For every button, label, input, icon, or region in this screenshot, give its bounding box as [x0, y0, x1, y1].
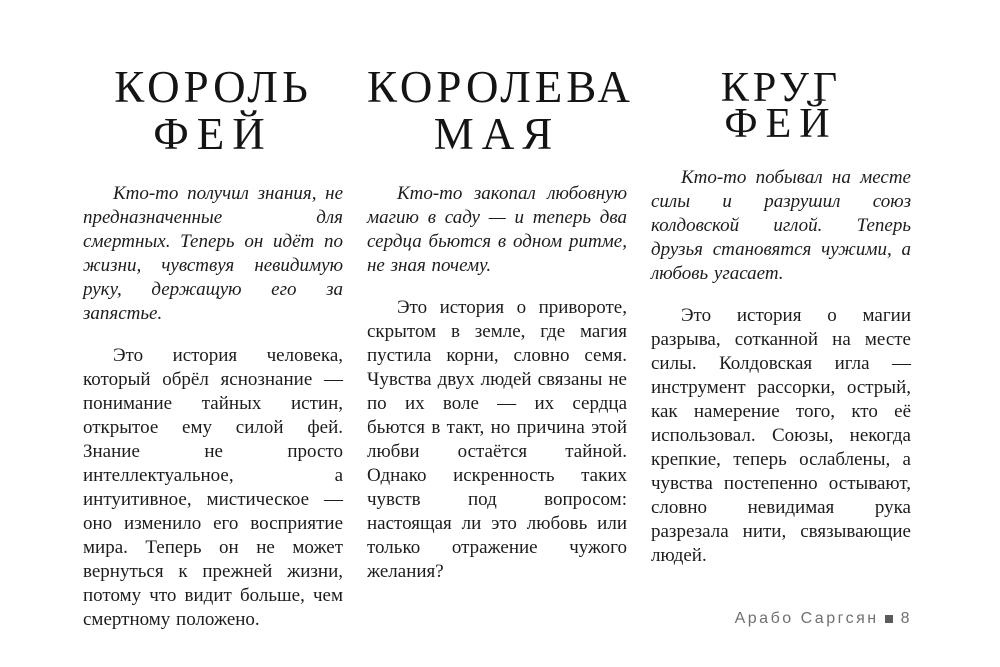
column-title: [367, 62, 634, 159]
column-title: [83, 64, 343, 158]
column-krug-fey: [651, 0, 911, 632]
footer-page-number: 8: [900, 610, 912, 627]
column-title-line1: КОРОЛЕВА: [367, 62, 634, 112]
column-title: [651, 64, 911, 147]
column-body-paragraph: Это история о магии разрыва, сотканной на месте силы. Колдовская игла — инструмент рассорки, острый, как намерение того, кто её использовал. Союзы, некогда крепкие, теперь ослаблены, а чувства постепенно остывают, словно невидимая рука разрезала нити, связывающие людей.: [651, 305, 911, 566]
column-body-paragraph: Это история о привороте, скрытом в земле, где магия пустила корни, словно семя. Чувства двух людей связаны не по их воле — их сердца бьются в такт, но причина этой любви остаётся тайной. Однако искренность таких чувств под вопросом: настоящая ли это любовь или только отражение чужого желания?: [367, 297, 627, 582]
column-title-line2: МАЯ: [433, 109, 561, 159]
column-intro-paragraph: Кто-то закопал любовную магию в саду — и теперь два сердца бьются в одном ритме, не зная почему.: [367, 183, 627, 276]
column-koroleva-maya: [367, 0, 634, 632]
column-korol-fey: [83, 0, 343, 632]
column-title-line2: ФЕЙ: [153, 109, 273, 159]
column-intro-paragraph: Кто-то побывал на месте силы и разрушил союз колдовской иглой. Теперь друзья становятся чужими, а любовь угасает.: [651, 167, 911, 284]
square-bullet-icon: [885, 615, 893, 623]
story-columns: [83, 0, 911, 632]
page-footer: [735, 610, 912, 628]
column-intro-paragraph: Кто-то получил знания, не предназначенные для смертных. Теперь он идёт по жизни, чувствуя невидимую руку, держащую его за запястье.: [83, 183, 343, 324]
column-title-line1: КОРОЛЬ: [114, 62, 312, 112]
column-title-line2: ФЕЙ: [724, 101, 838, 147]
column-title-line1: КРУГ: [720, 65, 842, 111]
footer-author: Арабо Саргсян: [734, 610, 879, 627]
column-body-paragraph: Это история человека, который обрёл яснознание — понимание тайных истин, открытое ему силой фей. Знание не просто интеллектуальное, а интуитивное, мистическое — оно изменило его восприятие мира. Теперь он не может вернуться к прежней жизни, потому что видит больше, чем смертному положено.: [83, 345, 343, 630]
